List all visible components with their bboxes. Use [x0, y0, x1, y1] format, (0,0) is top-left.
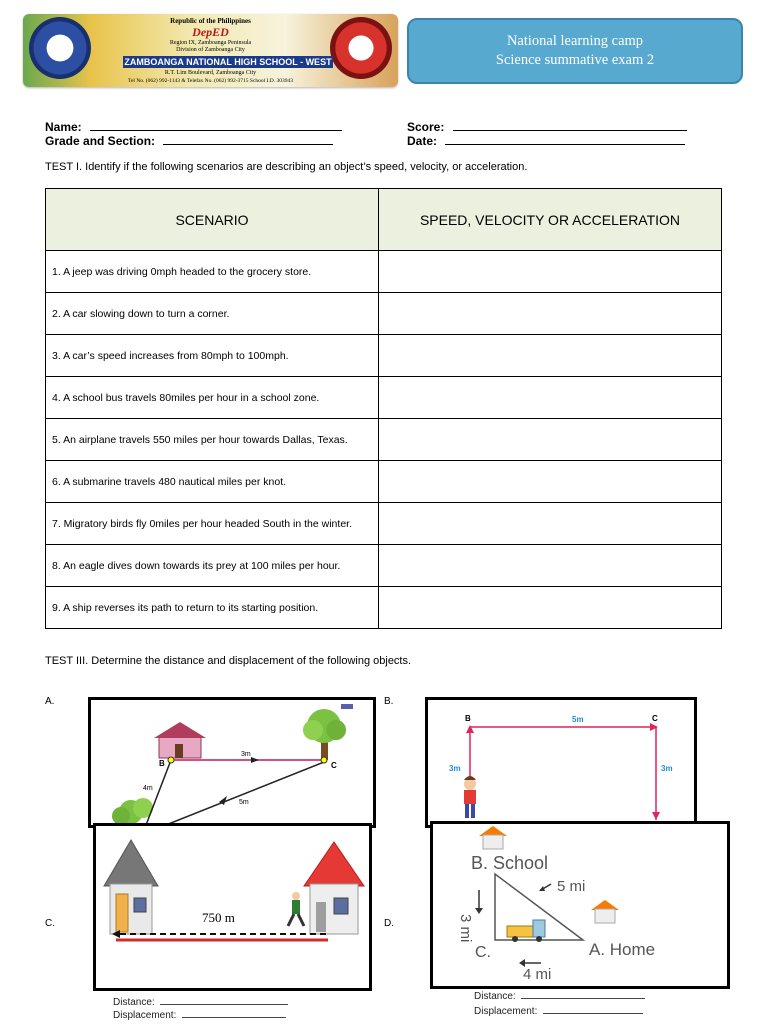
segment-ab — [146, 760, 171, 825]
top-distance-label: 5m — [572, 715, 584, 724]
table-row — [46, 545, 722, 587]
table-row — [46, 503, 722, 545]
figure-d-distance-field[interactable] — [474, 989, 645, 1002]
scenario-cell: 3. A car’s speed increases from 80mph to 100mph. — [46, 335, 379, 377]
figure-b — [425, 697, 697, 828]
figure-d — [430, 821, 730, 989]
table-row — [46, 377, 722, 419]
region-label: Region IX, Zamboanga Peninsula — [169, 40, 252, 46]
answer-cell[interactable] — [379, 545, 722, 587]
figure-b-diagram — [428, 700, 694, 825]
scenario-cell: 6. A submarine travels 480 nautical miles per knot. — [46, 461, 379, 503]
name-label: Name: — [45, 120, 82, 134]
answer-cell[interactable] — [379, 251, 722, 293]
house-right-icon — [304, 842, 364, 934]
score-label: Score: — [407, 120, 445, 134]
school-label: B. School — [471, 853, 549, 873]
point-c-label: C — [652, 714, 658, 723]
home-house-icon — [591, 900, 619, 923]
table-row — [46, 251, 722, 293]
arrow-right-icon — [650, 723, 658, 731]
exam-title-line2: Science summative exam 2 — [495, 52, 655, 68]
vertical-label: 3 mi — [457, 914, 474, 943]
point-b — [168, 757, 174, 763]
grade-section-label: Grade and Section: — [45, 134, 156, 148]
figure-a — [88, 697, 376, 828]
scenario-cell: 7. Migratory birds fly 0miles per hour headed South in the winter. — [46, 503, 379, 545]
answer-cell[interactable] — [379, 293, 722, 335]
table-row — [46, 293, 722, 335]
answer-cell[interactable] — [379, 503, 722, 545]
test3-instruction: TEST III. Determine the distance and displacement of the following objects. — [45, 655, 412, 667]
table-row — [46, 419, 722, 461]
distance-label: 750 m — [202, 910, 235, 925]
house-icon — [154, 722, 206, 758]
table-row — [46, 461, 722, 503]
table-row — [46, 587, 722, 629]
displacement-label: Displacement: — [474, 1006, 538, 1017]
date-line[interactable] — [445, 133, 685, 145]
date-field[interactable] — [407, 132, 685, 150]
scenario-cell: 1. A jeep was driving 0mph headed to the grocery store. — [46, 251, 379, 293]
table-row — [46, 335, 722, 377]
tree-icon — [303, 709, 346, 760]
figure-a-diagram — [91, 700, 373, 825]
base-arrowhead — [519, 959, 525, 967]
score-line[interactable] — [453, 119, 687, 131]
point-b-label: B — [465, 714, 471, 723]
figure-c-distance-field[interactable] — [113, 995, 288, 1008]
name-line[interactable] — [90, 119, 342, 131]
republic-label: Republic of the Philippines — [170, 17, 251, 25]
displacement-label: Displacement: — [113, 1010, 177, 1021]
deped-label: DepED — [192, 25, 229, 39]
scenario-cell: 5. An airplane travels 550 miles per hour towards Dallas, Texas. — [46, 419, 379, 461]
distance-bc-label: 3m — [241, 751, 251, 758]
walking-person-icon — [288, 892, 304, 926]
arrow-down-icon — [652, 812, 660, 820]
exam-title-line1: National learning camp — [506, 33, 644, 49]
vertical-arrowhead — [475, 908, 483, 914]
division-label: Division of Zamboanga City — [176, 47, 245, 53]
base-label: 4 mi — [523, 966, 552, 983]
arrow-bc — [251, 757, 259, 763]
answer-cell[interactable] — [379, 461, 722, 503]
left-distance-label: 3m — [449, 764, 461, 773]
answer-cell[interactable] — [379, 587, 722, 629]
answer-header: SPEED, VELOCITY OR ACCELERATION — [379, 189, 722, 251]
scenario-cell: 4. A school bus travels 80miles per hour in a school zone. — [46, 377, 379, 419]
house-left-icon — [104, 840, 158, 934]
figure-c-diagram — [96, 826, 369, 988]
distance-label: Distance: — [474, 991, 516, 1002]
test1-instruction: TEST I. Identify if the following scenarios are describing an object’s speed, velocity, or acceleration. — [45, 161, 528, 173]
scenario-cell: 8. An eagle dives down towards its prey at 100 miles per hour. — [46, 545, 379, 587]
figure-c-displacement-field[interactable] — [113, 1008, 286, 1021]
right-distance-label: 3m — [661, 764, 673, 773]
segment-ac — [166, 762, 324, 825]
figure-a-label: A. — [45, 696, 55, 707]
distance-label: Distance: — [113, 997, 155, 1008]
displacement-line[interactable] — [182, 1008, 286, 1018]
scenario-table — [45, 188, 722, 629]
school-name: ZAMBOANGA NATIONAL HIGH SCHOOL - WEST — [124, 57, 332, 67]
school-header-banner — [23, 14, 398, 87]
answer-cell[interactable] — [379, 377, 722, 419]
figure-c — [93, 823, 372, 991]
answer-cell[interactable] — [379, 419, 722, 461]
scenario-cell: 2. A car slowing down to turn a corner. — [46, 293, 379, 335]
figure-d-displacement-field[interactable] — [474, 1004, 643, 1017]
exam-title-box — [407, 18, 743, 84]
school-house-icon — [479, 826, 507, 849]
figure-c-label: C. — [45, 918, 55, 929]
school-address: R.T. Lim Boulevard, Zamboanga City — [164, 70, 257, 76]
figure-b-label: B. — [384, 696, 394, 707]
distance-line[interactable] — [160, 995, 288, 1005]
distance-line[interactable] — [521, 989, 645, 999]
boy-icon — [464, 776, 476, 818]
point-b-label: B — [159, 759, 165, 768]
point-c — [321, 757, 327, 763]
displacement-line[interactable] — [543, 1004, 643, 1014]
distance-ab-label: 4m — [143, 785, 153, 792]
logo-mark — [341, 704, 353, 709]
grade-section-line[interactable] — [163, 133, 333, 145]
scenario-cell: 9. A ship reverses its path to return to its starting position. — [46, 587, 379, 629]
figure-d-label: D. — [384, 918, 394, 929]
answer-cell[interactable] — [379, 335, 722, 377]
grade-section-field[interactable] — [45, 132, 333, 150]
hypotenuse-label: 5 mi — [557, 878, 586, 895]
distance-ac-label: 5m — [239, 799, 249, 806]
date-label: Date: — [407, 134, 438, 148]
scenario-header: SCENARIO — [46, 189, 379, 251]
corner-c-label: C. — [475, 944, 491, 961]
arrow-up-icon — [466, 725, 474, 733]
school-contact: Tel No. (062) 992-1143 & Telefax No. (062) 992-3715 School I.D. 303943 — [128, 78, 293, 84]
truck-icon — [507, 920, 545, 942]
home-label: A. Home — [589, 940, 656, 959]
figure-d-diagram — [433, 824, 727, 986]
point-c-label: C — [331, 761, 337, 770]
